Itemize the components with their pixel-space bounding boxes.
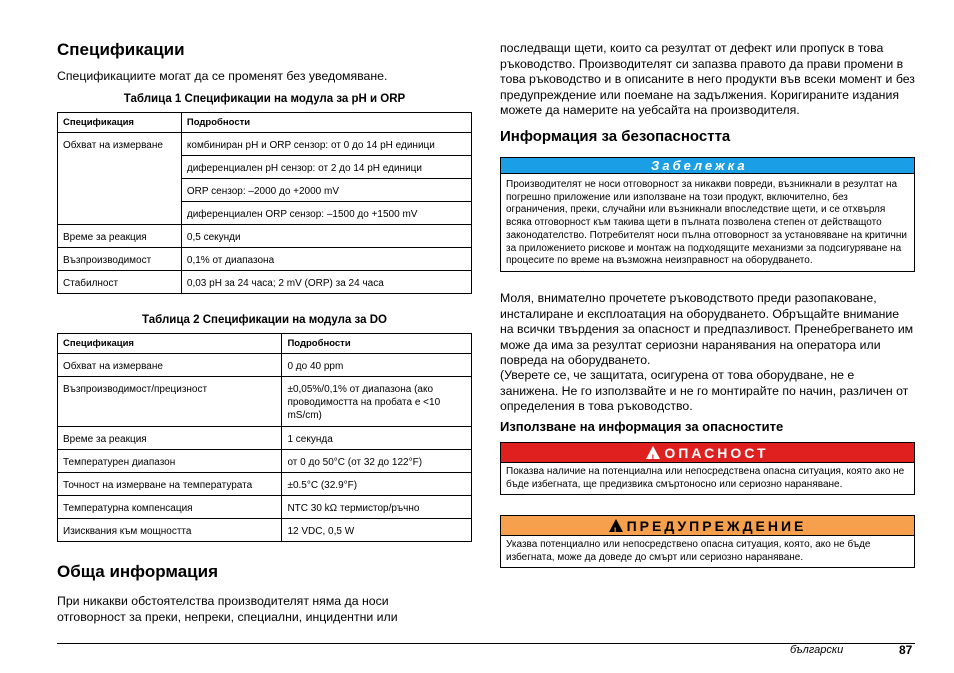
table-cell: ±0,05%/0,1% от диапазона (ако проводимостта на пробата е <10 mS/cm): [282, 377, 472, 427]
table-cell: NTC 30 kΩ термистор/ръчно: [282, 496, 472, 519]
danger-header: [501, 443, 914, 463]
table-cell: ±0.5°C (32.9°F): [282, 473, 472, 496]
note-text: Производителят не носи отговорност за никакви повреди, възникнали в резултат на погрешно приложение или използване на този продукт, включително, без ограничения, преки, случайни или възникнали впоследствие щети, и се отхвърля всяка отговорност към такива щети в пълната позволена степен от действащото законодателство. Потребителят носи пълна отговорност за установяване на критични за приложението рискове и монтаж на подходящите механизми за подсигуряване на процесите по време на възможна неизправност на оборудването.: [506, 179, 907, 267]
table-cell: Обхват на измерване: [58, 354, 282, 377]
table-cell: 12 VDC, 0,5 W: [282, 519, 472, 542]
table-cell: Време за реакция: [58, 427, 282, 450]
table-cell: диференциален pH сензор: от 2 до 14 pH единици: [181, 156, 471, 179]
table-header-cell: Спецификация: [58, 113, 182, 133]
table-cell: диференциален ORP сензор: –1500 до +1500 mV: [181, 202, 471, 225]
footer-divider: [57, 643, 915, 644]
table-cell: ORP сензор: –2000 до +2000 mV: [181, 179, 471, 202]
liability-continuation: последващи щети, които са резултат от дефект или пропуск в това ръководство. Производителят си запазва правото да прави промени в това ръководство и в описаните в него продукти във всеки момент и без предупреждение или поемане на задължения. Коригираните издания можете да намерите на уебсайта на производителя.: [500, 41, 915, 117]
warning-box: [500, 515, 915, 568]
table-cell: комбиниран pH и ORP сензор: от 0 до 14 pH единици: [181, 133, 471, 156]
page-number: 87: [899, 643, 913, 657]
table2-do: [57, 333, 472, 542]
table1-ph-orp: [57, 112, 472, 294]
table-header-row: [58, 113, 472, 133]
table-cell: Възпроизводимост/прецизност: [58, 377, 282, 427]
table-row: [58, 133, 472, 156]
table-cell: 1 секунда: [282, 427, 472, 450]
table2-caption: Таблица 2 Спецификации на модула за DO: [142, 314, 387, 326]
table-header-cell: Подробности: [282, 334, 472, 354]
table-cell: 0,1% от диапазона: [181, 248, 471, 271]
table-header-cell: Спецификация: [58, 334, 282, 354]
note-title: Забележка: [501, 158, 914, 174]
table-cell: Възпроизводимост: [58, 248, 182, 271]
specifications-heading: Спецификации: [57, 40, 185, 59]
warning-triangle-icon: [646, 446, 660, 459]
hazard-info-heading: Използване на информация за опасностите: [500, 419, 784, 434]
table1-caption: Таблица 1 Спецификации на модула за pH и ORP: [123, 93, 406, 105]
table-cell: 0 до 40 ppm: [282, 354, 472, 377]
table-header-row: [58, 334, 472, 354]
table-row: [58, 225, 472, 248]
warning-header: [501, 516, 914, 536]
table-cell: Обхват на измерване: [58, 133, 182, 225]
safety-paragraph-2: (Уверете се, че защитата, осигурена от това оборудване, не е занижена. Не го използвайте и не го монтирайте по начин, различен от определения в това ръководство.: [500, 368, 909, 413]
specifications-intro: Спецификациите могат да се променят без уведомяване.: [57, 69, 388, 83]
table-row: [58, 271, 472, 294]
danger-box: [500, 442, 915, 495]
table-cell: Температурен диапазон: [58, 450, 282, 473]
table-cell: от 0 до 50°C (от 32 до 122°F): [282, 450, 472, 473]
note-box: [500, 157, 915, 272]
table-row: [58, 450, 472, 473]
table-cell: Температурна компенсация: [58, 496, 282, 519]
warning-title: ПРЕДУПРЕЖДЕНИЕ: [626, 518, 807, 534]
safety-paragraph-1: Моля, внимателно прочетете ръководството преди разопаковане, инсталиране и експлоатация на оборудването. Обръщайте внимание на всички твърдения за опасност и предпазливост. Пренебрегването им може да има за резултат сериозни наранявания на оператора или повреда на оборудването.: [500, 291, 914, 367]
table-cell: 0,03 pH за 24 часа; 2 mV (ORP) за 24 часа: [181, 271, 471, 294]
table-row: [58, 473, 472, 496]
footer-language: български: [790, 644, 844, 656]
table-row: [58, 377, 472, 427]
table-row: [58, 427, 472, 450]
general-info-text: При никакви обстоятелства производителят няма да носи отговорност за преки, непреки, специални, инцидентни или: [57, 594, 398, 624]
table-cell: 0,5 секунди: [181, 225, 471, 248]
table-row: [58, 496, 472, 519]
table-cell: Точност на измерване на температурата: [58, 473, 282, 496]
table-cell: Стабилност: [58, 271, 182, 294]
table-header-cell: Подробности: [181, 113, 471, 133]
warning-text: Указва потенциално или непосредствено опасна ситуация, която, ако не бъде избегната, може да доведе до смърт или сериозно нараняване.: [506, 539, 871, 563]
table-row: [58, 248, 472, 271]
table-row: [58, 354, 472, 377]
table-row: [58, 519, 472, 542]
table-cell: Време за реакция: [58, 225, 182, 248]
general-info-heading: Обща информация: [57, 562, 218, 581]
danger-text: Показва наличие на потенциална или непосредствена опасна ситуация, която ако не бъде избегната, ще предизвика смъртоносно или сериозно нараняване.: [506, 466, 905, 490]
table-cell: Изисквания към мощността: [58, 519, 282, 542]
danger-title: ОПАСНОСТ: [664, 445, 769, 461]
safety-heading: Информация за безопасността: [500, 128, 731, 145]
warning-triangle-icon: [609, 519, 623, 532]
